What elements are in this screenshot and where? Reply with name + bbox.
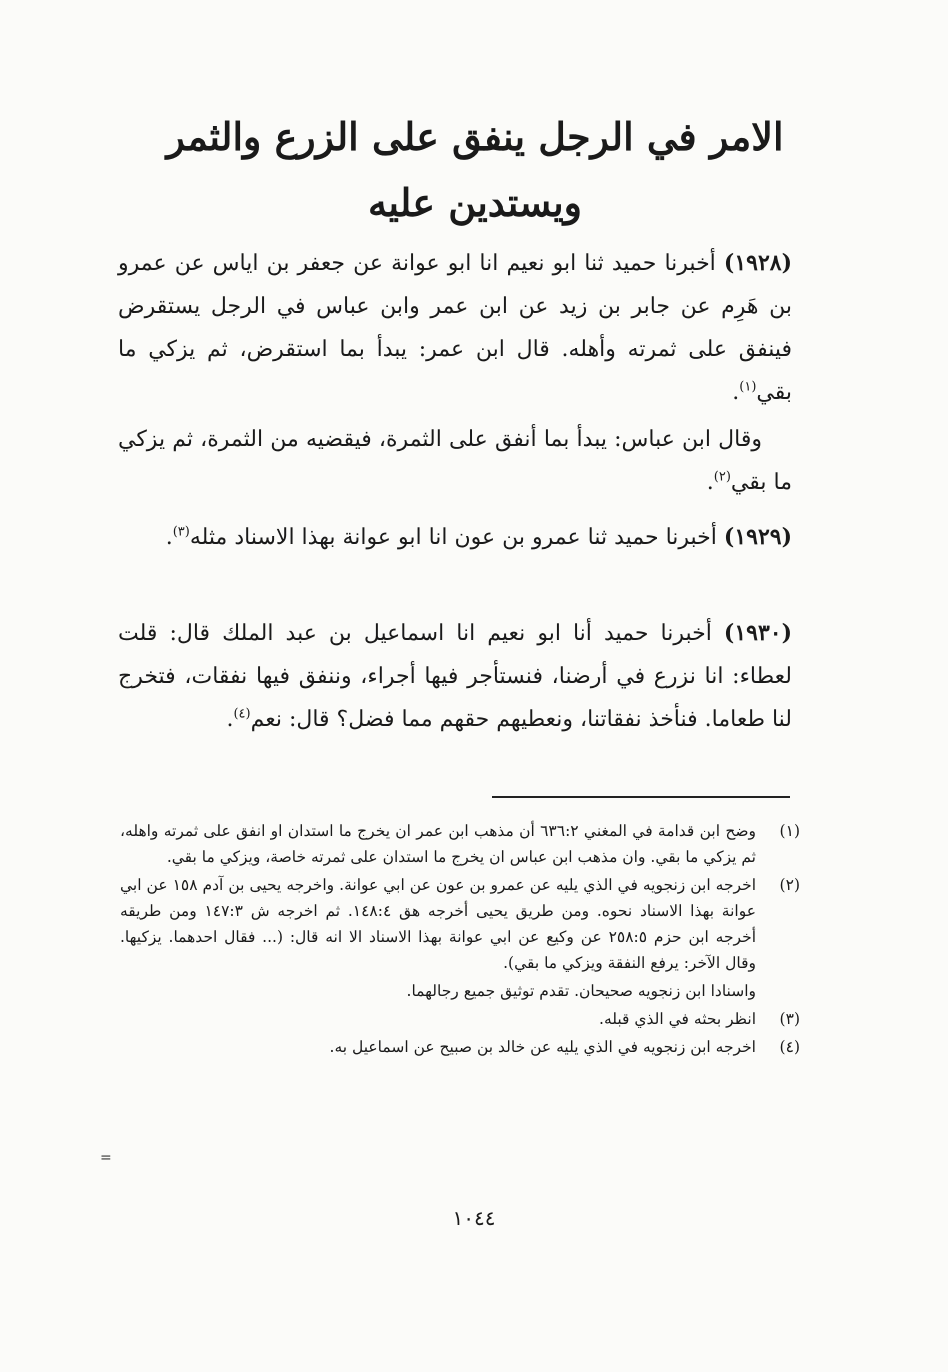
- period: .: [226, 707, 234, 732]
- footnote-item: [120, 1034, 800, 1060]
- footnote-ref: (٣): [172, 524, 190, 540]
- hadith-number: (١٩٢٨): [723, 250, 792, 276]
- footnote-ref: (١): [739, 379, 757, 395]
- page-number: ١٠٤٤: [452, 1206, 496, 1230]
- footnote-number: (٢): [779, 876, 800, 894]
- hadith-text: أخبرنا حميد ثنا عمرو بن عون انا ابو عوانة بهذا الاسناد مثله: [189, 525, 724, 550]
- margin-continuation-mark: =: [100, 1150, 112, 1166]
- footnote-text: واسنادا ابن زنجويه صحيحان. تقدم توثيق جميع رجالهما.: [406, 982, 756, 1000]
- hadith-text: وقال ابن عباس: يبدأ بما أنفق على الثمرة، فيقضيه من الثمرة، ثم يزكي ما بقي: [118, 427, 792, 495]
- footnotes: [120, 818, 800, 1062]
- footnote-number: (١): [779, 822, 800, 840]
- footnote-text: اخرجه ابن زنجويه في الذي يليه عن خالد بن صبيح عن اسماعيل به.: [329, 1038, 756, 1056]
- chapter-title-line-2: ويستدين عليه: [367, 180, 583, 225]
- hadith-paragraph-1928: [118, 242, 792, 414]
- footnote-text: اخرجه ابن زنجويه في الذي يليه عن عمرو بن عون عن ابي عوانة. واخرجه يحيى بن آدم ١٥٨ عن ابي عوانة بهذا الاسناد نحوه. ومن طريق يحيى أخرجه هق ١٤٨:٤. ثم اخرجه ش ١٤٧:٣ ومن طريقه أخرجه ابن حزم ٢٥٨:٥ عن وكيع عن ابي عوانة بهذا الاسناد الا انه قال: (... فقال احدهما. يزكيها. وقال الآخر: يرفع النفقة ويزكي ما بقي).: [120, 876, 757, 972]
- footnote-text: وضح ابن قدامة في المغني ٦٣٦:٢ أن مذهب ابن عمر ان يخرج ما استدان او انفق على ثمرته واهله، ثم يزكي ما بقي. وان مذهب ابن عباس ان يخرج ما استدان على ثمرته خاصة، ويزكي ما بقي.: [120, 822, 756, 866]
- footnote-number: (٤): [779, 1038, 800, 1056]
- footnote-item: [120, 818, 800, 870]
- period: .: [165, 525, 173, 550]
- footnote-separator: [492, 796, 790, 798]
- hadith-paragraph-1929: [118, 516, 792, 559]
- footnote-text: انظر بحثه في الذي قبله.: [599, 1010, 756, 1028]
- hadith-paragraph-ibn-abbas: [118, 418, 792, 504]
- period: .: [706, 470, 714, 495]
- footnote-number: (٣): [779, 1010, 800, 1028]
- footnote-item: [120, 872, 800, 976]
- chapter-title-line-1: الامر في الرجل ينفق على الزرع والثمر: [166, 114, 784, 159]
- footnote-item: [120, 1006, 800, 1032]
- hadith-text: أخبرنا حميد أنا ابو نعيم انا اسماعيل بن عبد الملك قال: قلت لعطاء: انا نزرع في أرضنا، فنستأجر فيها أجراء، وننفق فيها نفقات، فتخرج لنا طعاما. فنأخذ نفقاتنا، ونعطيهم حقهم مما فضل؟ قال: نعم: [118, 621, 792, 732]
- footnote-ref: (٤): [233, 706, 251, 722]
- hadith-text: أخبرنا حميد ثنا ابو نعيم انا ابو عوانة عن جعفر بن اياس عن عمرو بن هَرِم عن جابر بن زيد عن ابن عمر وابن عباس في الرجل يستقرض فينفق على ثمرته وأهله. قال ابن عمر: يبدأ بما استقرض، ثم يزكي ما بقي: [118, 251, 792, 405]
- hadith-number: (١٩٢٩): [723, 524, 792, 550]
- period: .: [732, 380, 740, 405]
- footnote-item: [120, 978, 800, 1004]
- footnote-ref: (٢): [713, 469, 731, 485]
- hadith-paragraph-1930: [118, 612, 792, 741]
- hadith-number: (١٩٣٠): [723, 620, 792, 646]
